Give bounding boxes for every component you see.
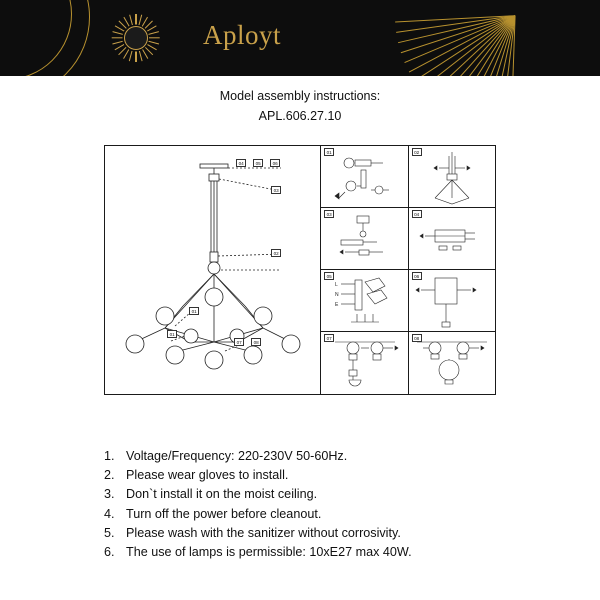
instruction-number: 5. [104,525,115,540]
overview-callout-07: 07 [234,338,244,346]
overview-callout-02: 02 [271,249,281,257]
instruction-item [104,466,504,485]
step-cell-01 [321,146,409,208]
instruction-number: 6. [104,545,115,560]
model-code: APL.606.27.10 [258,109,342,123]
title-text: Model assembly instructions: [219,89,381,103]
instruction-item [104,485,504,504]
assembly-steps-grid [321,146,496,394]
step-cell-02 [409,146,497,208]
step-number-06: 06 [412,272,422,280]
instruction-item [104,524,504,543]
step-number-05: 05 [324,272,334,280]
step-cell-05 [321,270,409,332]
instruction-number: 1. [104,449,115,463]
instruction-text: Please wash with the sanitizer without corrosivity. [126,525,401,540]
instruction-number: 2. [104,468,115,483]
step-cell-07 [321,332,409,394]
instruction-text: Don`t install it on the moist ceiling. [126,487,318,502]
step-number-03: 03 [324,210,334,218]
step-number-01: 01 [324,148,334,156]
step-number-02: 02 [412,148,422,156]
overview-callout-08: 08 [251,338,261,346]
step-number-04: 04 [412,210,422,218]
instructions-list [104,447,504,562]
instruction-text: The use of lamps is permissible: 10xE27 max 40W. [126,545,412,560]
decorative-arc-inner [0,0,90,76]
instruction-number: 3. [104,487,115,502]
step-cell-04 [409,208,497,270]
step-number-07: 07 [324,334,334,342]
instruction-item [104,543,504,562]
step-cell-08 [409,332,497,394]
step-cell-03 [321,208,409,270]
brand-name: Aployt [203,20,282,50]
overview-callout-03: 03 [271,186,281,194]
svg-text:E: E [335,302,339,308]
chandelier-overview-drawing [105,146,320,394]
instruction-text: Voltage/Frequency: 220-230V 50-60Hz. [126,449,348,463]
svg-text:N: N [335,292,339,298]
decorative-fan-icon [390,0,600,76]
overview-callout-01-b: 01 [167,330,177,338]
instruction-text: Please wear gloves to install. [126,468,289,483]
instruction-item [104,505,504,524]
instruction-number: 4. [104,506,115,521]
overview-callout-01-a: 01 [189,307,199,315]
overview-callout-06: 06 [270,159,280,167]
page-title [0,89,600,123]
instruction-text: Turn off the power before cleanout. [126,506,322,521]
overview-callout-05: 05 [253,159,263,167]
sunburst-logo-icon [112,14,160,62]
page-header [0,0,600,76]
overview-callout-04: 04 [236,159,246,167]
svg-text:L: L [335,282,338,288]
instruction-item [104,447,504,466]
assembly-diagram-frame [104,145,496,395]
step-cell-06 [409,270,497,332]
step-number-08: 08 [412,334,422,342]
